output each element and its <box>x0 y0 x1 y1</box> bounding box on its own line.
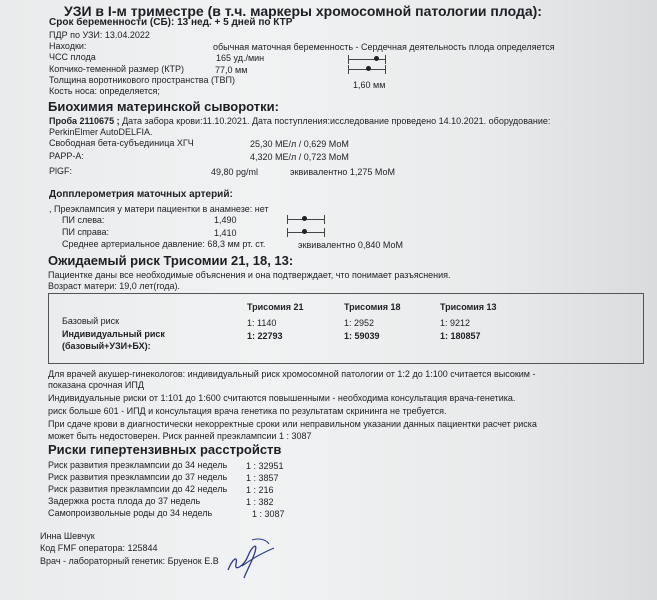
ktr-value: 77,0 мм <box>215 65 248 75</box>
pigf-equiv: эквивалентно 1,275 МоМ <box>290 167 395 177</box>
base-risk-t18: 1: 2952 <box>344 318 375 328</box>
hypertensive-row-value: 1 : 382 <box>246 497 274 507</box>
hypertensive-row-value: 1 : 3857 <box>246 473 279 483</box>
tvp-value: 1,60 мм <box>353 80 386 90</box>
pi-left-label: ПИ слева: <box>62 215 105 225</box>
gestation-age: Срок беременности (СБ): 13 нед. + 5 дней по КТР <box>49 17 293 28</box>
sample-number: Проба 2110675 ; <box>49 116 120 126</box>
ktr-scale <box>348 65 386 74</box>
hypertensive-title: Риски гипертензивных расстройств <box>48 442 282 457</box>
pi-left-scale <box>287 215 325 224</box>
findings-value: обычная маточная беременность - Сердечная деятельность плода определяется <box>213 42 555 52</box>
nasal-bone: Кость носа: определяется; <box>49 86 160 96</box>
hypertensive-row-value: 1 : 3087 <box>252 509 285 519</box>
ktr-label: Копчико-теменной размер (КТР) <box>49 64 185 74</box>
note-line: При сдаче крови в диагностически некорректные сроки или неправильном указании данных пациентки расчет риска <box>48 419 537 429</box>
report-title: УЗИ в I-м триместре (в т.ч. маркеры хромосомной патологии плода): <box>64 3 542 19</box>
base-risk-t21: 1: 1140 <box>247 318 277 328</box>
hypertensive-row-label: Риск развития преэклампсии до 42 недель <box>48 484 228 494</box>
preeclampsia-history: , Преэклампсия у матери пациентки в анамнезе: нет <box>49 204 269 214</box>
hcg-value: 25,30 МЕ/л / 0,629 МоМ <box>250 139 349 149</box>
indiv-risk-sublabel: (базовый+УЗИ+БХ): <box>62 341 151 351</box>
pappa-label: PAPP-A: <box>49 151 84 161</box>
biochem-title: Биохимия материнской сыворотки: <box>48 99 279 114</box>
maternal-age: Возраст матери: 19,0 лет(года). <box>48 281 180 291</box>
indiv-risk-label: Индивидуальный риск <box>62 329 165 339</box>
hypertensive-row-label: Самопроизвольные роды до 34 недель <box>48 508 213 518</box>
hypertensive-row-value: 1 : 216 <box>246 485 274 495</box>
fmf-code: Код FMF оператора: 125844 <box>40 543 158 553</box>
map-label: Среднее артериальное давление: 68,3 мм рт. ст. <box>62 239 266 249</box>
heart-rate-value: 165 уд./мин <box>216 53 265 63</box>
map-equiv: эквивалентно 0,840 МоМ <box>298 240 403 250</box>
pi-left-value: 1,490 <box>214 215 237 225</box>
trisomy-title: Ожидаемый риск Трисомии 21, 18, 13: <box>48 253 294 268</box>
doctor-signature <box>222 536 280 580</box>
note-line: Для врачей акушер-гинекологов: индивидуальный риск хромосомной патологии от 1:2 до 1:100 считается высоким - <box>48 369 536 379</box>
note-line: показана срочная ИПД <box>48 380 144 390</box>
doppler-title: Допплерометрия маточных артерий: <box>49 189 233 200</box>
note-line: Индивидуальные риски от 1:101 до 1:600 считаются повышенными - необходима консультация врача-генетика. <box>48 393 516 403</box>
hypertensive-row-label: Риск развития преэклампсии до 37 недель <box>48 472 228 482</box>
hcg-label: Свободная бета-субъединица ХГЧ <box>49 138 194 148</box>
indiv-risk-t18: 1: 59039 <box>344 331 380 341</box>
tvp-label: Толщина воротникового пространства (ТВП) <box>49 75 235 85</box>
hypertensive-row-label: Задержка роста плода до 37 недель <box>48 496 201 506</box>
hypertensive-row-value: 1 : 32951 <box>246 461 284 471</box>
heart-rate-label: ЧСС плода <box>49 52 96 62</box>
pi-right-value: 1,410 <box>214 228 237 238</box>
pigf-value: 49,80 pg/ml <box>211 167 259 177</box>
sample-dates: Дата забора крови:11.10.2021. Дата поступления:исследование проведено 14.10.2021. оборудование: <box>119 116 551 126</box>
hypertensive-row-label: Риск развития преэклампсии до 34 недель <box>48 460 228 470</box>
consent-text: Пациентке даны все необходимые объяснения и она подтверждает, что понимает разъяснения. <box>48 270 451 280</box>
findings-label: Находки: <box>49 41 87 51</box>
base-risk-label: Базовый риск <box>62 316 120 326</box>
indiv-risk-t21: 1: 22793 <box>247 331 283 341</box>
col-trisomy-13: Трисомия 13 <box>440 302 497 312</box>
pi-right-scale <box>287 228 325 237</box>
indiv-risk-t13: 1: 180857 <box>440 331 481 341</box>
sample-info <box>49 116 550 126</box>
pdr-date: ПДР по УЗИ: 13.04.2022 <box>49 30 150 40</box>
pappa-value: 4,320 МЕ/л / 0,723 МоМ <box>250 152 349 162</box>
col-trisomy-18: Трисомия 18 <box>344 302 401 312</box>
equipment: PerkinElmer AutoDELFIA. <box>49 127 153 137</box>
note-line: может быть недостоверен. Риск ранней преэклампсии 1 : 3087 <box>48 431 312 441</box>
base-risk-t13: 1: 9212 <box>440 318 471 328</box>
note-line: риск больше 601 - ИПД и консультация врача генетика по результатам скрининга не требуется. <box>48 406 447 416</box>
doctor-line: Врач - лабораторный генетик: Бруенок Е.В <box>40 556 219 566</box>
pi-right-label: ПИ справа: <box>62 227 110 237</box>
pigf-label: PlGF: <box>49 166 73 176</box>
heart-rate-scale <box>348 55 386 64</box>
operator-name: Инна Шевчук <box>40 531 95 541</box>
col-trisomy-21: Трисомия 21 <box>247 302 304 312</box>
